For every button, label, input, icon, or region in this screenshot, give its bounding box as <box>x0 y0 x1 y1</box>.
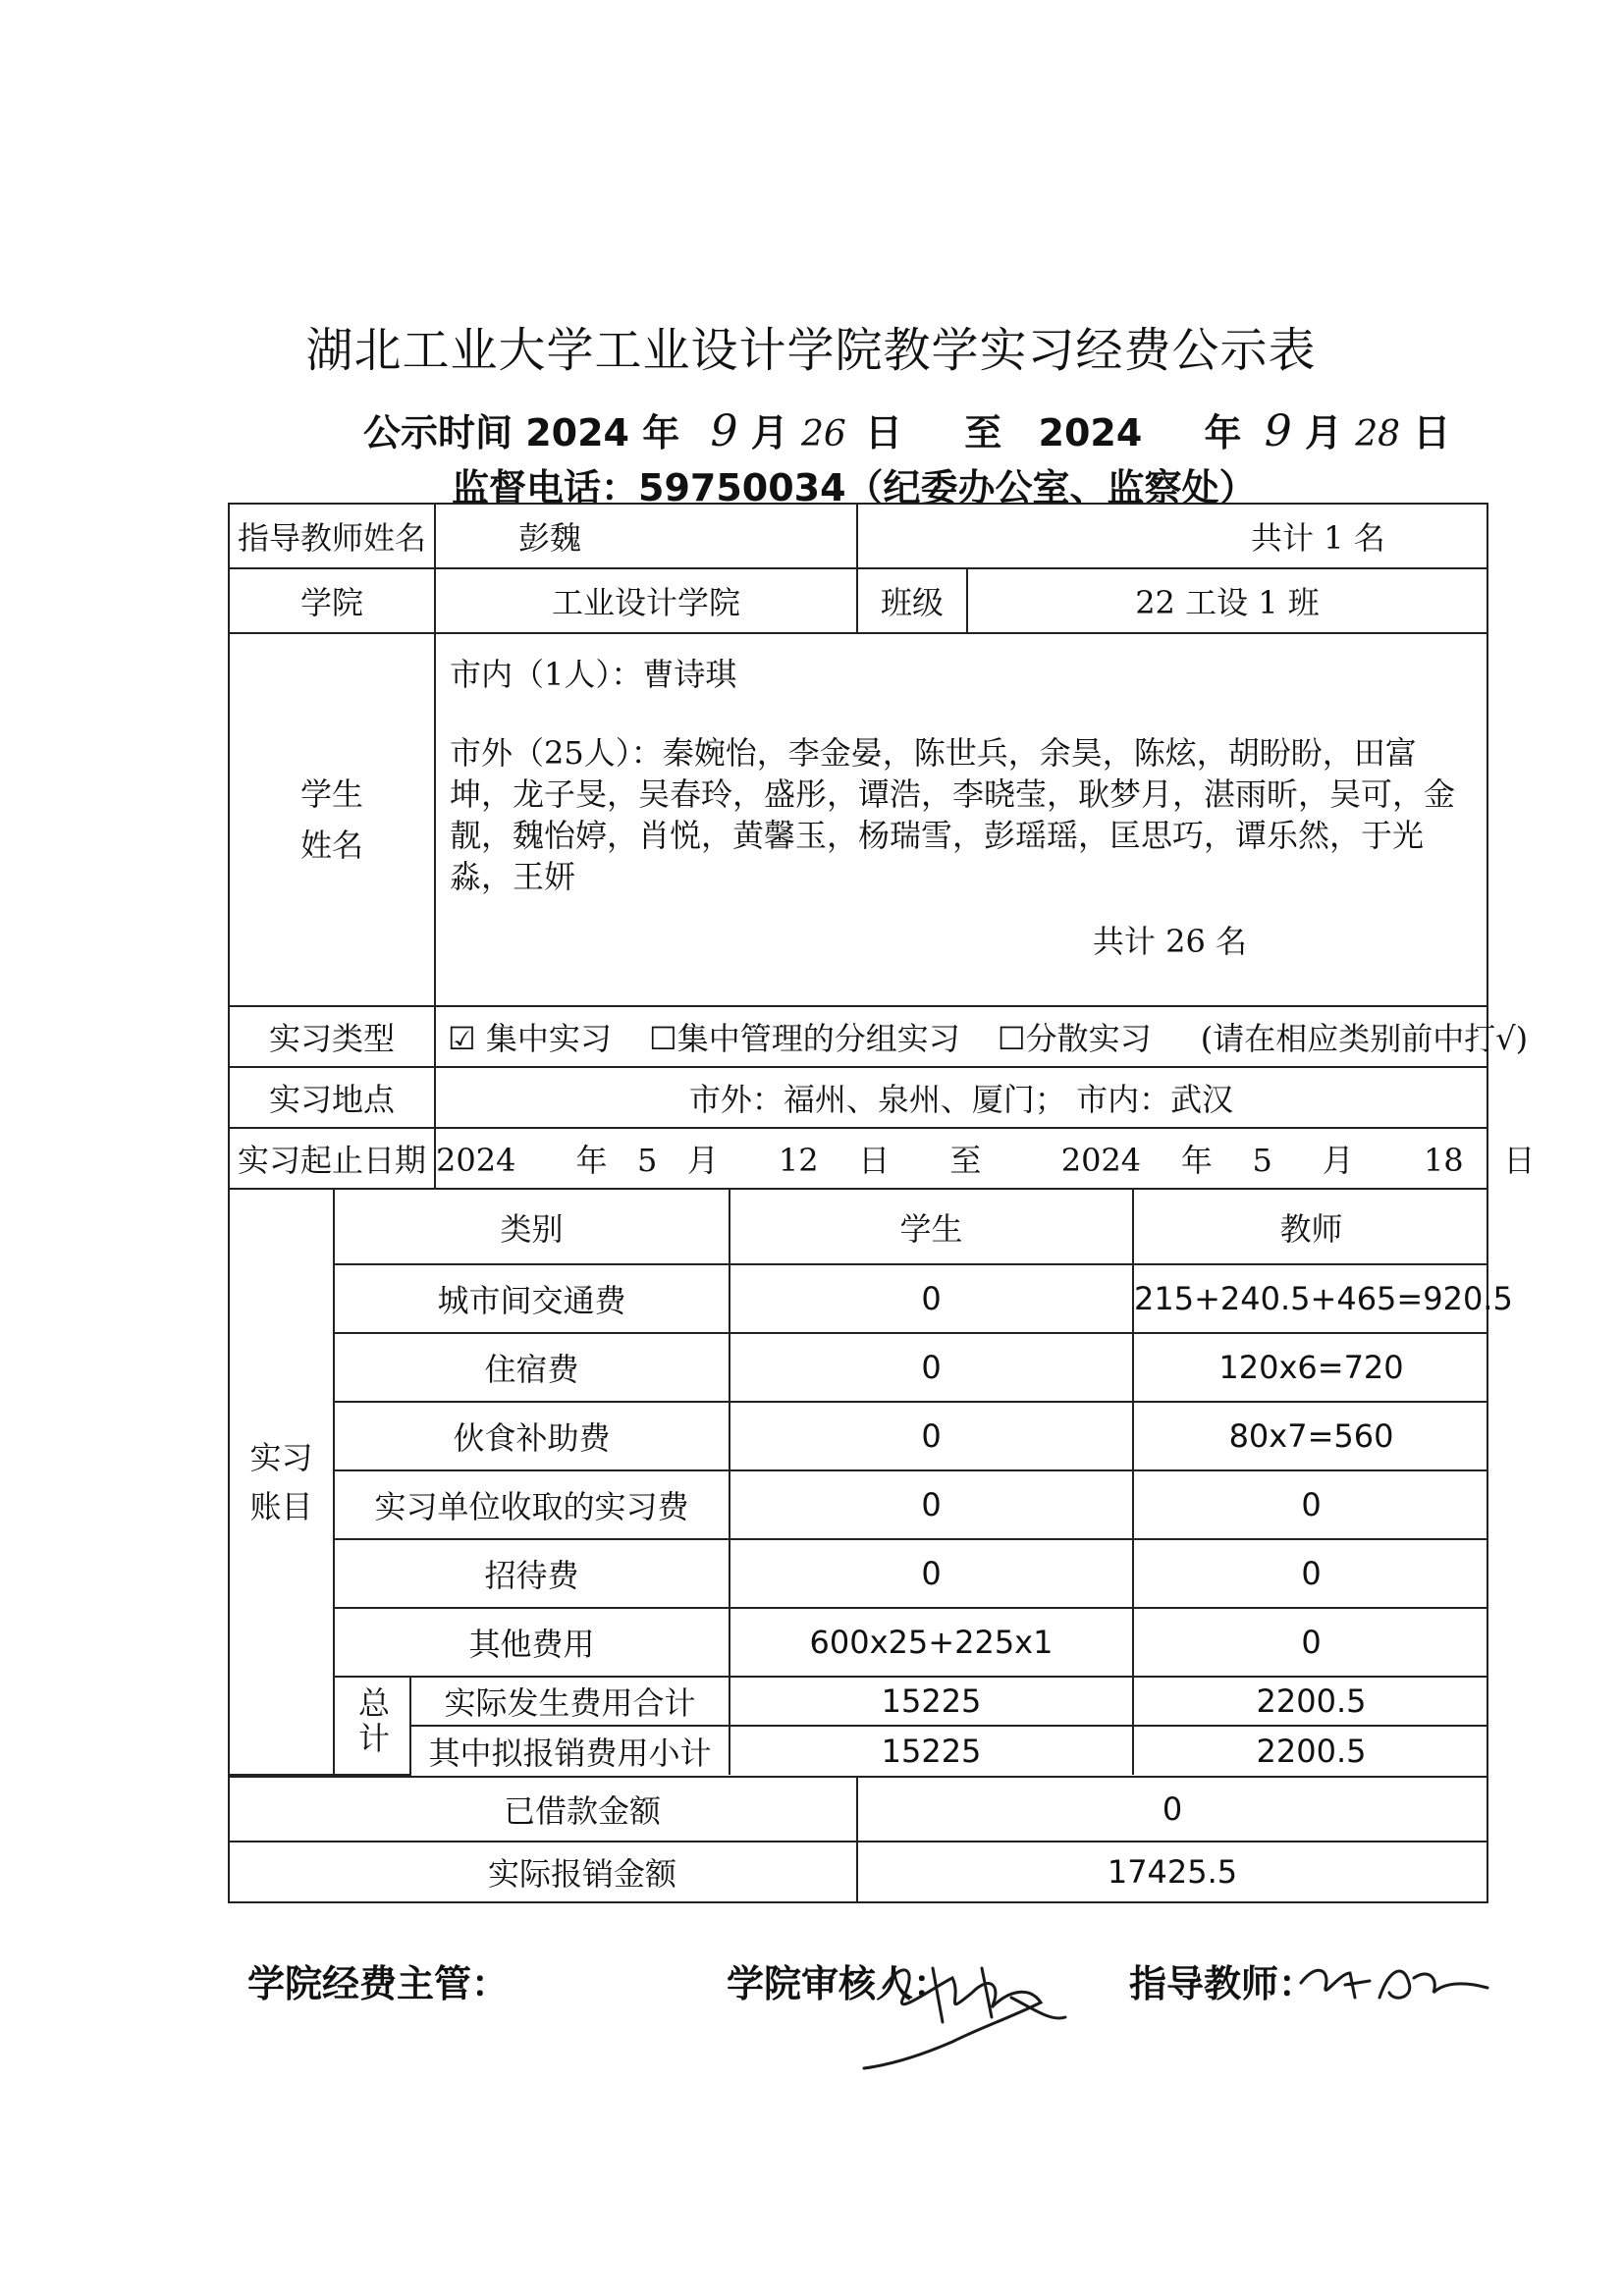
start-month: 9 <box>710 406 738 456</box>
students-local: 市内（1人）：曹诗琪 <box>450 656 737 693</box>
ledger-total-label-text: 总计 <box>353 1686 391 1757</box>
ledger-item-student: 0 <box>730 1264 1133 1333</box>
college-value: 工业设计学院 <box>435 568 857 633</box>
class-label: 班级 <box>857 568 967 633</box>
reimburse-value: 17425.5 <box>857 1842 1487 1902</box>
ledger-section-label <box>230 1190 334 1775</box>
auditor-signature <box>844 1949 1100 2076</box>
day-char-1: 日 <box>865 411 903 454</box>
ledger-item-student: 0 <box>730 1470 1133 1539</box>
page-title: 湖北工业大学工业设计学院教学实习经费公示表 <box>305 323 1317 378</box>
students-total: 共计 26 名 <box>1092 923 1247 960</box>
expense-table <box>228 503 1536 1903</box>
date-value: 2024 年 5 月 12 日 至 2024 年 5 月 18 日 <box>435 1128 1487 1189</box>
ledger-total-student: 15225 <box>730 1677 1133 1726</box>
ledger-item-teacher: 0 <box>1133 1470 1488 1539</box>
ledger-label-line1: 实习 <box>249 1438 313 1476</box>
ledger-header-teacher: 教师 <box>1133 1190 1488 1264</box>
type-label: 实习类型 <box>229 1006 435 1067</box>
ledger-section <box>229 1189 1513 1777</box>
ledger-header-category: 类别 <box>334 1190 730 1264</box>
ledger-item-teacher: 215+240.5+465=920.5 <box>1133 1264 1488 1333</box>
borrowed-value: 0 <box>857 1777 1487 1842</box>
ledger-item-teacher: 120x6=720 <box>1133 1333 1488 1402</box>
ledger-item-teacher: 0 <box>1133 1608 1488 1677</box>
type-option-grouped: ☐集中管理的分组实习 <box>649 1020 960 1057</box>
supervision-phone: 监督电话：59750034（纪委办公室、监察处） <box>452 466 1257 509</box>
ledger-item-student: 600x25+225x1 <box>730 1608 1133 1677</box>
ledger-total-student: 15225 <box>730 1726 1133 1775</box>
end-day: 28 <box>1355 414 1401 454</box>
type-option-centralized: ☑ 集中实习 <box>448 1020 612 1057</box>
ledger-item-name: 实习单位收取的实习费 <box>334 1470 730 1539</box>
end-year: 2024 <box>1038 411 1143 454</box>
college-label: 学院 <box>229 568 435 633</box>
students-label-line1: 学生 <box>299 775 363 813</box>
ledger-item-name: 伙食补助费 <box>334 1402 730 1470</box>
students-label-line2: 姓名 <box>299 827 363 864</box>
ledger-item-name: 住宿费 <box>334 1333 730 1402</box>
ledger-item-name: 城市间交通费 <box>334 1264 730 1333</box>
ledger-item-student: 0 <box>730 1539 1133 1608</box>
day-char-2: 日 <box>1413 411 1451 454</box>
students-label <box>229 633 435 1006</box>
ledger-item-student: 0 <box>730 1333 1133 1402</box>
month-char-1: 月 <box>750 411 788 454</box>
ledger-item-teacher: 80x7=560 <box>1133 1402 1488 1470</box>
ledger-total-name: 实际发生费用合计 <box>410 1677 730 1726</box>
place-value: 市外：福州、泉州、厦门； 市内：武汉 <box>435 1067 1487 1128</box>
year-char: 年 <box>1204 411 1242 454</box>
type-note: (请在相应类别前中打√) <box>1200 1020 1529 1057</box>
type-options <box>435 1006 1529 1067</box>
students-names <box>435 633 1487 1006</box>
to-label: 至 <box>964 411 1002 454</box>
publicity-prefix: 公示时间 2024 年 <box>363 411 680 454</box>
ledger-total-teacher: 2200.5 <box>1133 1677 1488 1726</box>
ledger-total-teacher: 2200.5 <box>1133 1726 1488 1775</box>
class-value: 22 工设 1 班 <box>967 568 1487 633</box>
instructor-label: 指导教师： <box>1129 1962 1317 2005</box>
teacher-count: 共计 1 名 <box>857 504 1487 568</box>
ledger-label-line2: 账目 <box>249 1487 313 1525</box>
ledger-total-name: 其中拟报销费用小计 <box>410 1726 730 1775</box>
auditor-label: 学院审核人： <box>727 1962 951 2005</box>
ledger-item-name: 其他费用 <box>334 1608 730 1677</box>
ledger-header-student: 学生 <box>730 1190 1133 1264</box>
ledger-item-student: 0 <box>730 1402 1133 1470</box>
ledger-item-teacher: 0 <box>1133 1539 1488 1608</box>
instructor-signature <box>1296 1953 1492 2012</box>
date-label: 实习起止日期 <box>229 1128 435 1189</box>
teacher-label: 指导教师姓名 <box>229 504 435 568</box>
borrowed-label: 已借款金额 <box>229 1777 857 1842</box>
place-label: 实习地点 <box>229 1067 435 1128</box>
end-month: 9 <box>1264 406 1292 456</box>
ledger-table <box>230 1190 1513 1776</box>
finance-manager-label: 学院经费主管： <box>247 1962 510 2005</box>
publicity-period <box>363 402 1450 456</box>
teacher-name: 彭魏 <box>435 504 857 568</box>
start-day: 26 <box>800 414 846 454</box>
month-char-2: 月 <box>1304 411 1342 454</box>
ledger-total-label <box>334 1677 410 1775</box>
reimburse-label: 实际报销金额 <box>229 1842 857 1902</box>
students-outer: 市外（25人）：秦婉怡，李金晏，陈世兵，余昊，陈炫，胡盼盼，田富坤，龙子旻，吴春玲，盛彤，谭浩，李晓莹，耿梦月，湛雨昕，吴可，金靓，魏怡婷，肖悦，黄馨玉，杨瑞雪，彭瑶瑶，匡思巧，谭乐然，于光淼，王妍 <box>450 734 1456 895</box>
ledger-item-name: 招待费 <box>334 1539 730 1608</box>
type-option-scattered: ☐分散实习 <box>997 1020 1152 1057</box>
